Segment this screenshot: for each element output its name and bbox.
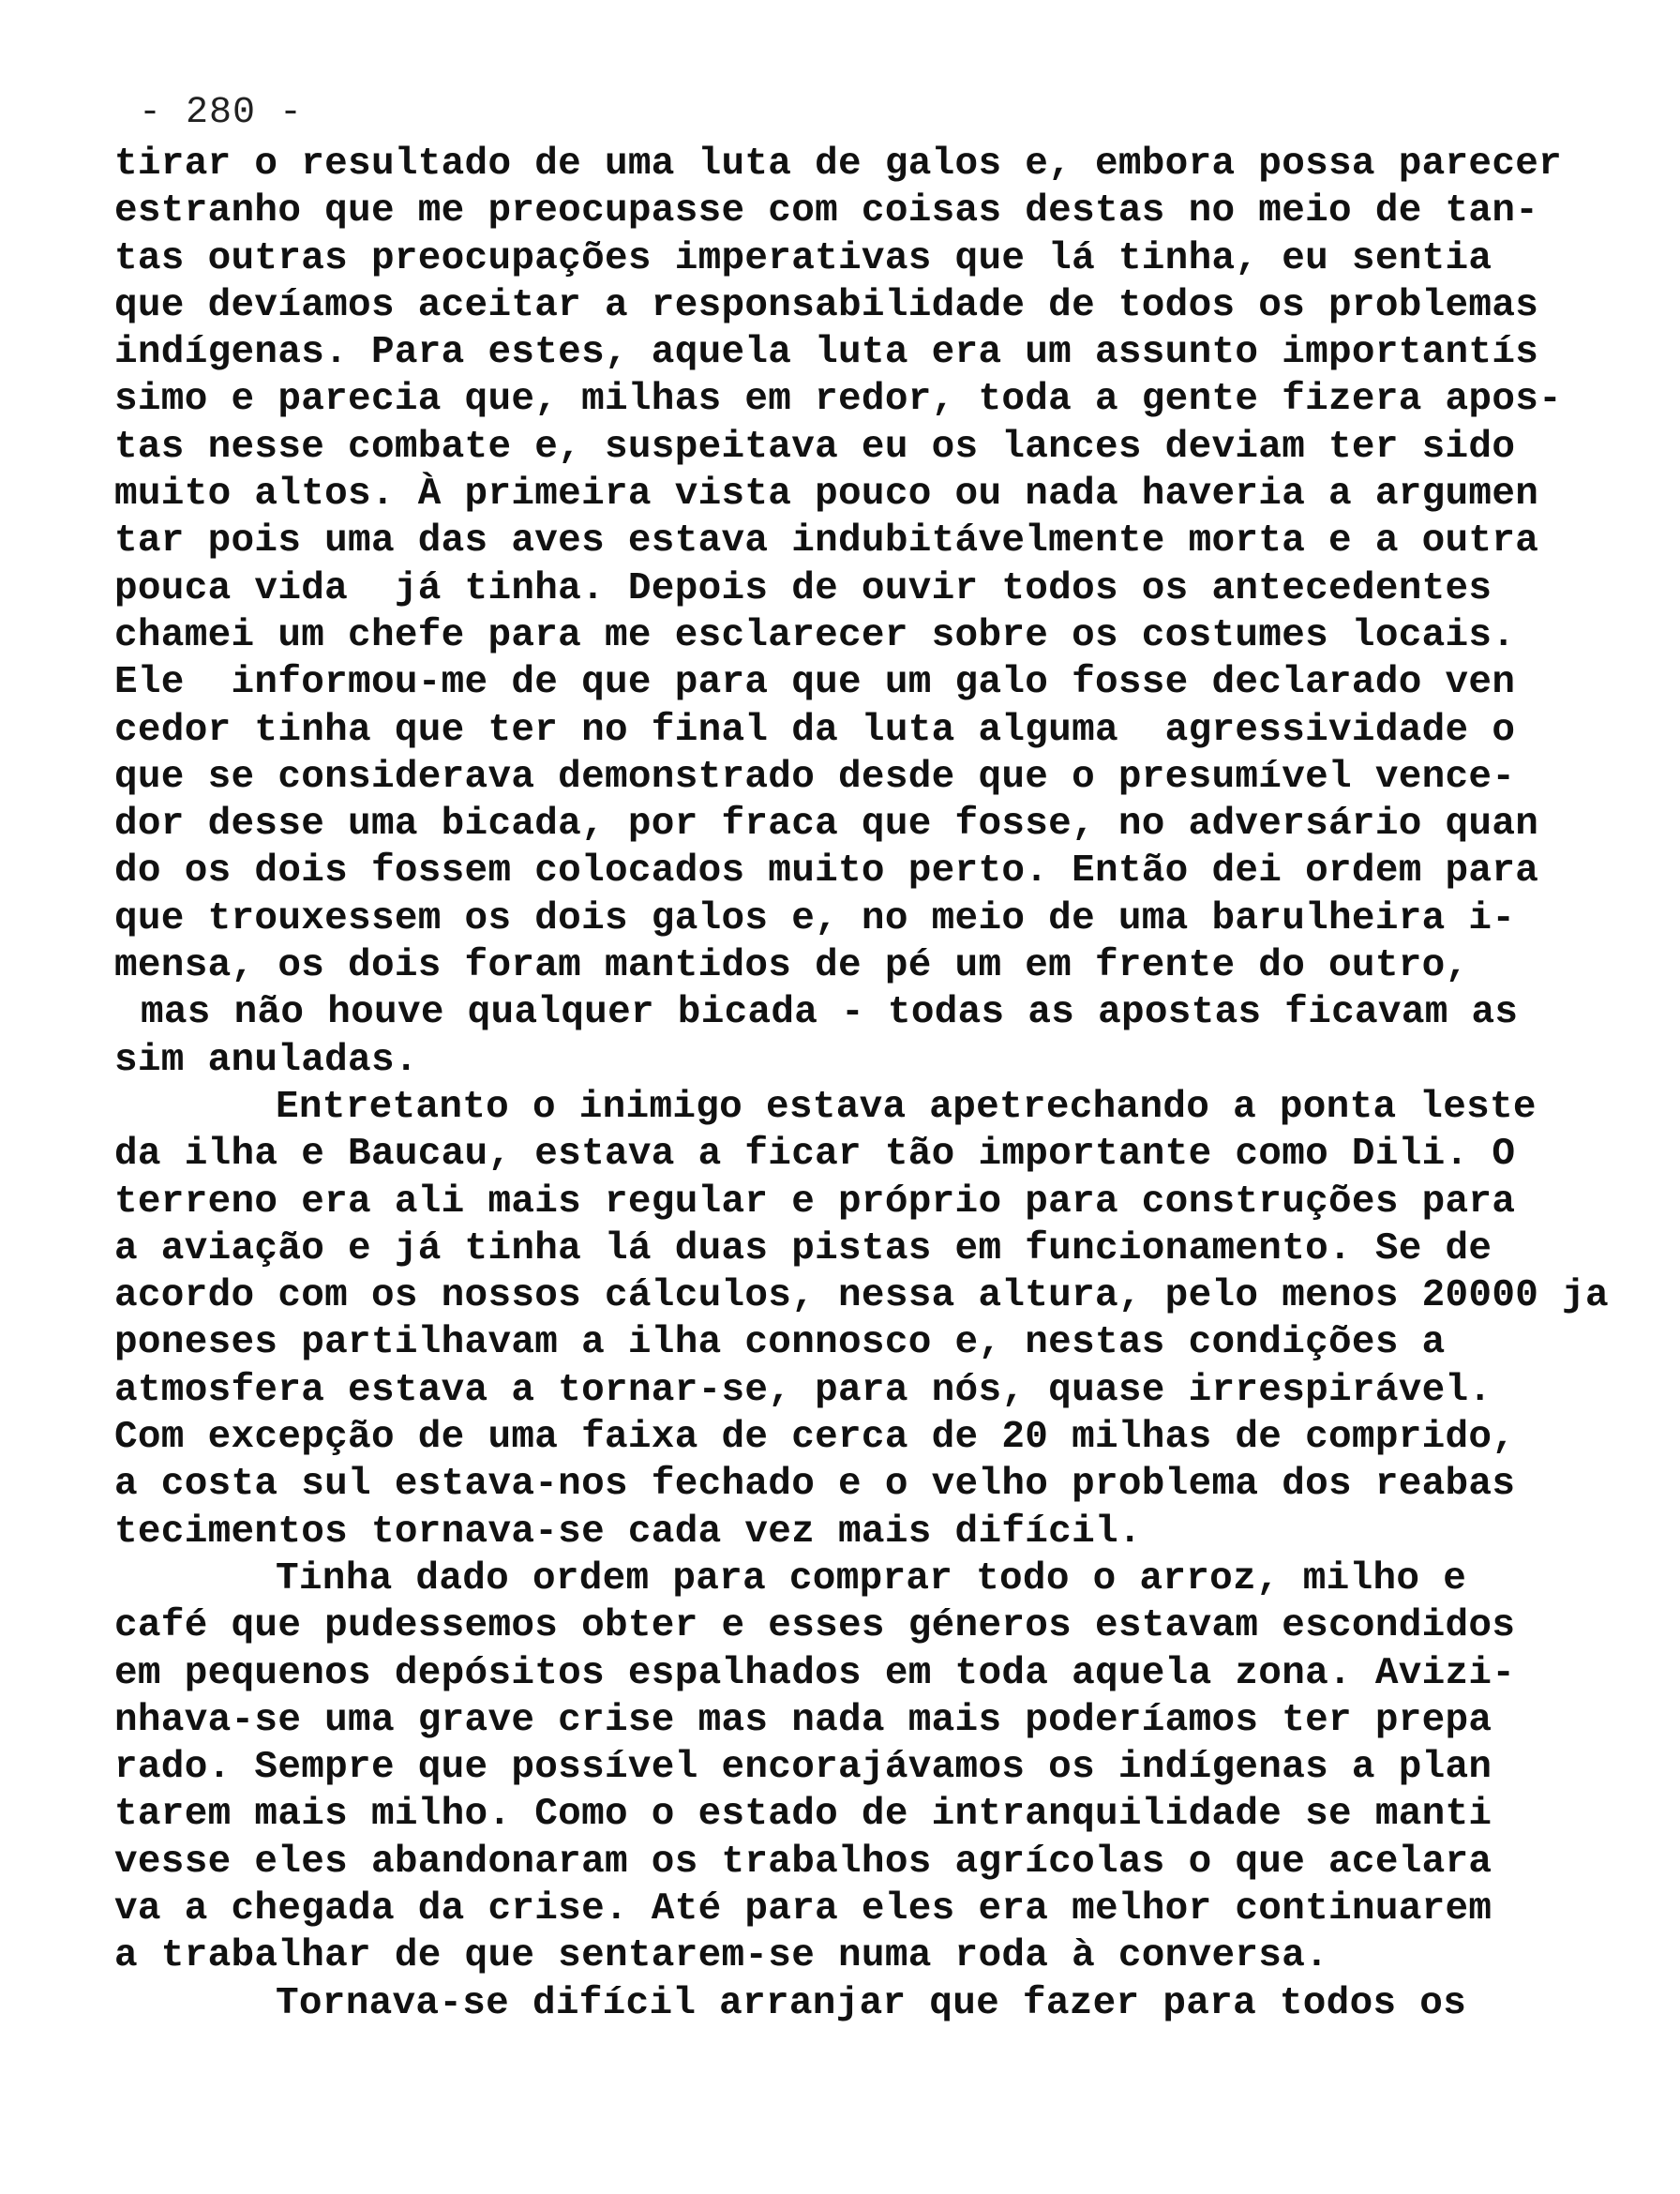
text-line: va a chegada da crise. Até para eles era melhor continuarem xyxy=(114,1886,1492,1931)
typewritten-text xyxy=(114,141,1609,2027)
text-line: a aviação e já tinha lá duas pistas em funcionamento. Se de xyxy=(114,1226,1492,1270)
paragraph-start-line: Tornava-se difícil arranjar que fazer para todos os xyxy=(276,1981,1467,2025)
page-number: - 280 - xyxy=(139,92,304,134)
text-line: acordo com os nossos cálculos, nessa altura, pelo menos 20000 ja xyxy=(114,1274,1609,1318)
text-line: pouca vida já tinha. Depois de ouvir todos os antecedentes xyxy=(114,566,1492,610)
text-line: rado. Sempre que possível encorajávamos os indígenas a plan xyxy=(114,1746,1492,1790)
text-line: mas não houve qualquer bicada - todas as apostas ficavam as xyxy=(141,991,1519,1035)
text-line: a costa sul estava-nos fechado e o velho problema dos reabas xyxy=(114,1463,1516,1507)
text-line: tecimentos tornava-se cada vez mais difícil. xyxy=(114,1510,1142,1554)
text-line: tas nesse combate e, suspeitava eu os lances deviam ter sido xyxy=(114,425,1516,469)
text-line: simo e parecia que, milhas em redor, toda a gente fizera apos- xyxy=(114,378,1563,422)
text-line: indígenas. Para estes, aquela luta era um assunto importantís xyxy=(114,331,1539,375)
text-line: do os dois fossem colocados muito perto. Então dei ordem para xyxy=(114,849,1539,894)
text-line: que devíamos aceitar a responsabilidade de todos os problemas xyxy=(114,283,1539,327)
text-line: sim anuladas. xyxy=(114,1038,418,1082)
text-line: estranho que me preocupasse com coisas destas no meio de tan- xyxy=(114,189,1539,233)
paragraph-start-line: Tinha dado ordem para comprar todo o arroz, milho e xyxy=(276,1556,1467,1600)
text-line: muito altos. À primeira vista pouco ou nada haveria a argumen xyxy=(114,473,1539,517)
text-line: dor desse uma bicada, por fraca que fosse, no adversário quan xyxy=(114,803,1539,847)
text-line: nhava-se uma grave crise mas nada mais poderíamos ter prepa xyxy=(114,1698,1492,1742)
text-line: tar pois uma das aves estava indubitávelmente morta e a outra xyxy=(114,519,1539,564)
text-line: atmosfera estava a tornar-se, para nós, quase irrespirável. xyxy=(114,1368,1492,1412)
text-line: em pequenos depósitos espalhados em toda aquela zona. Avizi- xyxy=(114,1651,1516,1695)
text-line: que trouxessem os dois galos e, no meio de uma barulheira i- xyxy=(114,896,1516,940)
text-line: mensa, os dois foram mantidos de pé um em frente do outro, xyxy=(114,944,1469,988)
text-line: da ilha e Baucau, estava a ficar tão importante como Dili. O xyxy=(114,1133,1516,1177)
text-line: tirar o resultado de uma luta de galos e, embora possa parecer xyxy=(114,143,1563,186)
text-line: Com excepção de uma faixa de cerca de 20 milhas de comprido, xyxy=(114,1416,1516,1460)
text-line: que se considerava demonstrado desde que o presumível vence- xyxy=(114,755,1516,799)
text-line: vesse eles abandonaram os trabalhos agrícolas o que acelara xyxy=(114,1840,1492,1884)
text-line: poneses partilhavam a ilha connosco e, nestas condições a xyxy=(114,1321,1446,1365)
text-line: cedor tinha que ter no final da luta alguma agressividade o xyxy=(114,708,1516,752)
text-line: terreno era ali mais regular e próprio para construções para xyxy=(114,1180,1516,1224)
paragraph-start-line: Entretanto o inimigo estava apetrechando a ponta leste xyxy=(276,1085,1537,1129)
text-line: tas outras preocupações imperativas que lá tinha, eu sentia xyxy=(114,236,1492,280)
text-line: tarem mais milho. Como o estado de intranquilidade se manti xyxy=(114,1793,1492,1837)
text-line: a trabalhar de que sentarem-se numa roda à conversa. xyxy=(114,1934,1329,1978)
text-line: Ele informou-me de que para que um galo fosse declarado ven xyxy=(114,661,1516,705)
text-line: chamei um chefe para me esclarecer sobre os costumes locais. xyxy=(114,613,1516,657)
text-line: café que pudessemos obter e esses géneros estavam escondidos xyxy=(114,1604,1516,1648)
